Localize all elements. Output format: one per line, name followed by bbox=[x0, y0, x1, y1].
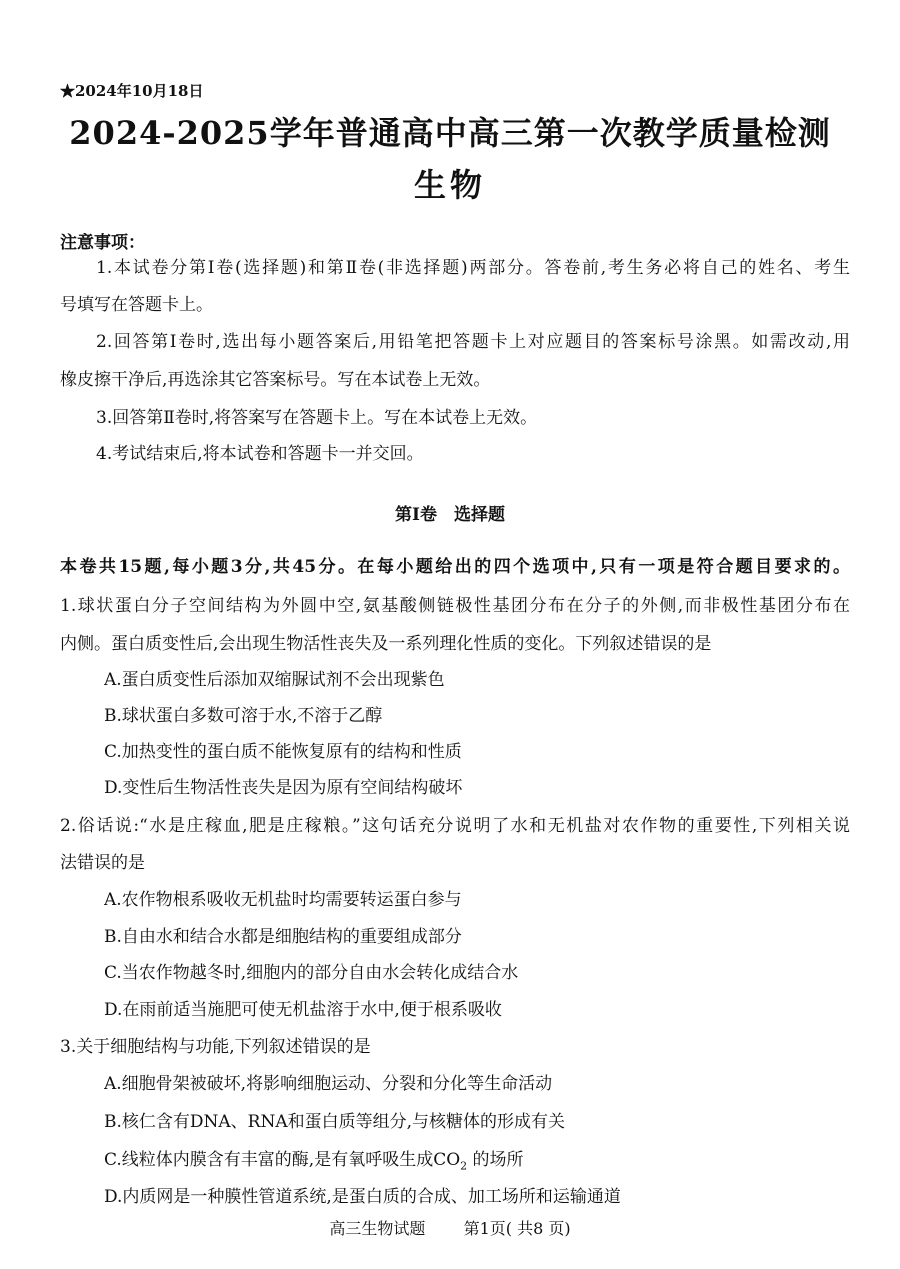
exam-date: ★2024年10月18日 bbox=[60, 82, 204, 100]
question-1-option-c: C.加热变性的蛋白质不能恢复原有的结构和性质 bbox=[104, 742, 462, 762]
question-2-option-a: A.农作物根系吸收无机盐时均需要转运蛋白参与 bbox=[104, 890, 462, 910]
question-1-option-b: B.球状蛋白多数可溶于水,不溶于乙醇 bbox=[104, 706, 383, 726]
question-2-stem-line-2: 法错误的是 bbox=[60, 853, 145, 873]
question-2-option-c: C.当农作物越冬时,细胞内的部分自由水会转化成结合水 bbox=[104, 963, 519, 983]
notice-item-4: 4.考试结束后,将本试卷和答题卡一并交回。 bbox=[96, 444, 424, 464]
question-3-option-c-text: C.线粒体内膜含有丰富的酶,是有氧呼吸生成CO bbox=[104, 1150, 461, 1170]
question-1-option-d: D.变性后生物活性丧失是因为原有空间结构破坏 bbox=[104, 778, 463, 798]
question-2-option-b: B.自由水和结合水都是细胞结构的重要组成部分 bbox=[104, 927, 462, 947]
question-3-option-b: B.核仁含有DNA、RNA和蛋白质等组分,与核糖体的形成有关 bbox=[104, 1112, 566, 1132]
exam-subject: 生物 bbox=[413, 166, 486, 204]
notice-item-1-line-1: 1.本试卷分第Ⅰ卷(选择题)和第Ⅱ卷(非选择题)两部分。答卷前,考生务必将自己的姓名、考生 bbox=[96, 258, 850, 278]
question-3-option-c bbox=[104, 1150, 850, 1176]
notice-item-2-line-1: 2.回答第Ⅰ卷时,选出每小题答案后,用铅笔把答题卡上对应题目的答案标号涂黑。如需改动,用 bbox=[96, 332, 850, 352]
question-2-option-d: D.在雨前适当施肥可使无机盐溶于水中,便于根系吸收 bbox=[104, 1000, 502, 1020]
question-1-option-a: A.蛋白质变性后添加双缩脲试剂不会出现紫色 bbox=[104, 670, 445, 690]
page-footer bbox=[0, 1216, 900, 1239]
notice-item-1-line-2: 号填写在答题卡上。 bbox=[60, 295, 213, 315]
question-3-option-d: D.内质网是一种膜性管道系统,是蛋白质的合成、加工场所和运输通道 bbox=[104, 1187, 621, 1207]
notice-item-2-line-2: 橡皮擦干净后,再选涂其它答案标号。写在本试卷上无效。 bbox=[60, 370, 491, 390]
question-3-option-c-tail: 的场所 bbox=[467, 1150, 524, 1170]
notice-heading: 注意事项： bbox=[60, 233, 145, 253]
notice-item-3: 3.回答第Ⅱ卷时,将答案写在答题卡上。写在本试卷上无效。 bbox=[96, 408, 538, 428]
footer-page-number: 第1页( 共8 页) bbox=[463, 1219, 571, 1238]
section-instructions: 本卷共15题,每小题3分,共45分。在每小题给出的四个选项中,只有一项是符合题目要求的。 bbox=[60, 557, 850, 577]
footer-exam-name: 高三生物试题 bbox=[329, 1219, 426, 1238]
exam-title: 2024-2025学年普通高中高三第一次教学质量检测 bbox=[69, 114, 831, 152]
question-2-stem-line-1: 2.俗话说:“水是庄稼血,肥是庄稼粮。”这句话充分说明了水和无机盐对农作物的重要性,下列相关说 bbox=[60, 816, 850, 836]
question-3-stem: 3.关于细胞结构与功能,下列叙述错误的是 bbox=[60, 1037, 371, 1057]
question-1-stem-line-1: 1.球状蛋白分子空间结构为外圆中空,氨基酸侧链极性基团分布在分子的外侧,而非极性基团分布在 bbox=[60, 596, 850, 616]
section-title: 第Ⅰ卷 选择题 bbox=[395, 505, 505, 525]
question-3-option-a: A.细胞骨架被破坏,将影响细胞运动、分裂和分化等生命活动 bbox=[104, 1074, 553, 1094]
question-1-stem-line-2: 内侧。蛋白质变性后,会出现生物活性丧失及一系列理化性质的变化。下列叙述错误的是 bbox=[60, 634, 712, 654]
co2-subscript: 2 bbox=[460, 1159, 468, 1173]
